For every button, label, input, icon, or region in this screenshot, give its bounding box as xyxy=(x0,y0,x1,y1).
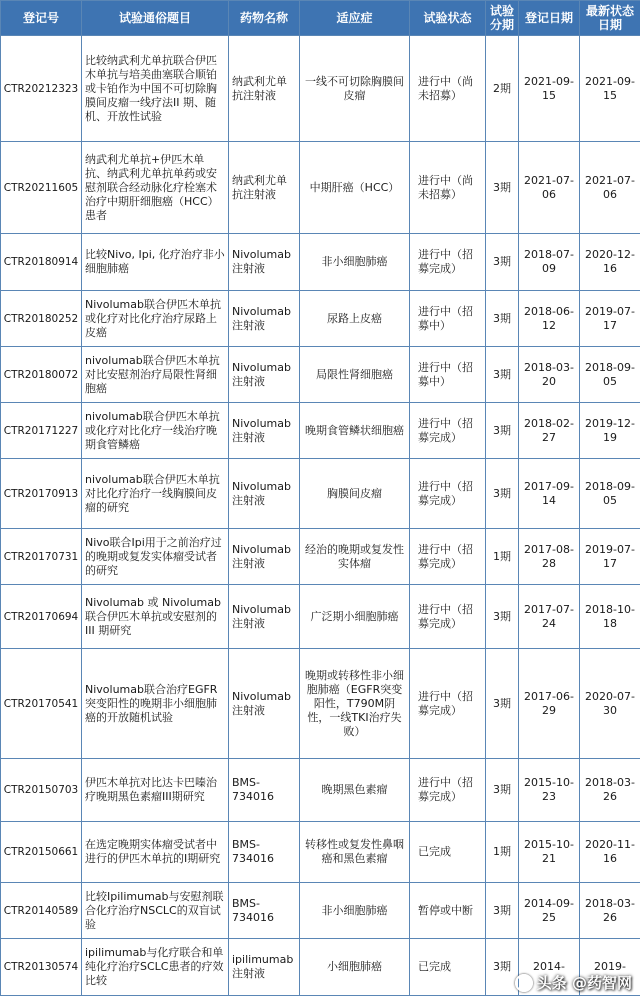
cell-phase: 3期 xyxy=(486,585,519,649)
cell-title: Nivolumab联合伊匹木单抗或化疗对比化疗治疗尿路上皮癌 xyxy=(82,291,229,347)
table-row xyxy=(1,883,640,939)
cell-phase: 3期 xyxy=(486,403,519,459)
cell-status: 进行中（招募中） xyxy=(410,347,486,403)
cell-status: 进行中（招募完成） xyxy=(410,585,486,649)
cell-drug: Nivolumab注射液 xyxy=(229,529,300,585)
cell-status: 进行中（尚未招募） xyxy=(410,36,486,142)
cell-id: CTR20170913 xyxy=(1,459,82,529)
table-row xyxy=(1,291,640,347)
cell-reg-date: 2018-06-12 xyxy=(519,291,580,347)
cell-latest-date: 2018-10-18 xyxy=(580,585,640,649)
cell-reg-date: 2017-07-24 xyxy=(519,585,580,649)
table-row xyxy=(1,234,640,291)
cell-indication: 非小细胞肺癌 xyxy=(300,883,410,939)
cell-title: 比较Nivo, Ipi, 化疗治疗非小细胞肺癌 xyxy=(82,234,229,291)
cell-drug: Nivolumab注射液 xyxy=(229,347,300,403)
cell-id: CTR20170731 xyxy=(1,529,82,585)
cell-id: CTR20170541 xyxy=(1,649,82,759)
cell-latest-date: 2021-09-15 xyxy=(580,36,640,142)
table-row xyxy=(1,403,640,459)
table-row xyxy=(1,585,640,649)
watermark xyxy=(515,972,632,993)
cell-status: 暂停或中断 xyxy=(410,883,486,939)
table-row xyxy=(1,529,640,585)
cell-reg-date: 2018-02-27 xyxy=(519,403,580,459)
cell-phase: 1期 xyxy=(486,822,519,883)
cell-drug: BMS-734016 xyxy=(229,759,300,822)
cell-phase: 3期 xyxy=(486,939,519,996)
table-row xyxy=(1,759,640,822)
cell-title: nivolumab联合伊匹木单抗对比化疗治疗一线胸膜间皮瘤的研究 xyxy=(82,459,229,529)
cell-latest-date: 2018-09-05 xyxy=(580,459,640,529)
table-body xyxy=(1,36,640,996)
cell-status: 进行中（招募完成） xyxy=(410,403,486,459)
cell-drug: 纳武利尤单抗注射液 xyxy=(229,36,300,142)
cell-id: CTR20211605 xyxy=(1,142,82,234)
cell-indication: 局限性肾细胞癌 xyxy=(300,347,410,403)
cell-phase: 3期 xyxy=(486,883,519,939)
cell-phase: 3期 xyxy=(486,234,519,291)
cell-latest-date: 2019- xyxy=(580,939,640,996)
cell-latest-date: 2021-07-06 xyxy=(580,142,640,234)
cell-title: nivolumab联合伊匹木单抗对比安慰剂治疗局限性肾细胞癌 xyxy=(82,347,229,403)
cell-id: CTR20140589 xyxy=(1,883,82,939)
cell-latest-date: 2019-07-17 xyxy=(580,529,640,585)
cell-phase: 2期 xyxy=(486,36,519,142)
cell-id: CTR20180252 xyxy=(1,291,82,347)
header-latest-date: 最新状态日期 xyxy=(580,1,640,36)
cell-title: 比较纳武利尤单抗联合伊匹木单抗与培美曲塞联合顺铂或卡铂作为中国不可切除胸膜间皮瘤一线疗法II 期、随机、开放性试验 xyxy=(82,36,229,142)
cell-title: 比较Ipilimumab与安慰剂联合化疗治疗NSCLC的双盲试验 xyxy=(82,883,229,939)
cell-status: 已完成 xyxy=(410,939,486,996)
cell-title: nivolumab联合伊匹木单抗或化疗对比化疗一线治疗晚期食管鳞癌 xyxy=(82,403,229,459)
cell-id: CTR20150661 xyxy=(1,822,82,883)
cell-phase: 3期 xyxy=(486,347,519,403)
cell-drug: Nivolumab注射液 xyxy=(229,459,300,529)
cell-indication: 胸膜间皮瘤 xyxy=(300,459,410,529)
cell-status: 进行中（招募完成） xyxy=(410,649,486,759)
header-drug: 药物名称 xyxy=(229,1,300,36)
cell-reg-date: 2021-09-15 xyxy=(519,36,580,142)
cell-status: 进行中（招募中） xyxy=(410,291,486,347)
cell-latest-date: 2020-07-30 xyxy=(580,649,640,759)
cell-indication: 晚期食管鳞状细胞癌 xyxy=(300,403,410,459)
cell-reg-date: 2017-06-29 xyxy=(519,649,580,759)
cell-indication: 小细胞肺癌 xyxy=(300,939,410,996)
cell-latest-date: 2020-11-16 xyxy=(580,822,640,883)
circle-logo-icon xyxy=(515,974,533,992)
cell-latest-date: 2020-12-16 xyxy=(580,234,640,291)
header-id: 登记号 xyxy=(1,1,82,36)
header-title: 试验通俗题目 xyxy=(82,1,229,36)
cell-reg-date: 2018-07-09 xyxy=(519,234,580,291)
cell-title: Nivolumab联合治疗EGFR突变阳性的晚期非小细胞肺癌的开放随机试验 xyxy=(82,649,229,759)
cell-status: 进行中（招募完成） xyxy=(410,459,486,529)
table-row xyxy=(1,347,640,403)
table-row xyxy=(1,822,640,883)
cell-indication: 广泛期小细胞肺癌 xyxy=(300,585,410,649)
table-row xyxy=(1,649,640,759)
cell-id: CTR20150703 xyxy=(1,759,82,822)
cell-status: 进行中（招募完成） xyxy=(410,759,486,822)
header-row xyxy=(1,1,640,36)
cell-phase: 3期 xyxy=(486,459,519,529)
cell-indication: 经治的晚期或复发性实体瘤 xyxy=(300,529,410,585)
cell-drug: BMS-734016 xyxy=(229,822,300,883)
cell-indication: 尿路上皮癌 xyxy=(300,291,410,347)
cell-reg-date: 2014-09-25 xyxy=(519,883,580,939)
cell-phase: 3期 xyxy=(486,142,519,234)
cell-drug: Nivolumab注射液 xyxy=(229,291,300,347)
cell-latest-date: 2019-07-17 xyxy=(580,291,640,347)
cell-status: 已完成 xyxy=(410,822,486,883)
cell-reg-date: 2017-09-14 xyxy=(519,459,580,529)
cell-reg-date: 2018-03-20 xyxy=(519,347,580,403)
cell-id: CTR20180072 xyxy=(1,347,82,403)
cell-title: 在选定晚期实体瘤受试者中进行的伊匹木单抗的I期研究 xyxy=(82,822,229,883)
cell-indication: 一线不可切除胸膜间皮瘤 xyxy=(300,36,410,142)
cell-indication: 晚期黑色素瘤 xyxy=(300,759,410,822)
cell-phase: 3期 xyxy=(486,649,519,759)
cell-drug: Nivolumab注射液 xyxy=(229,649,300,759)
cell-reg-date: 2015-10-23 xyxy=(519,759,580,822)
cell-id: CTR20212323 xyxy=(1,36,82,142)
cell-reg-date: 2021-07-06 xyxy=(519,142,580,234)
cell-drug: BMS-734016 xyxy=(229,883,300,939)
cell-latest-date: 2018-09-05 xyxy=(580,347,640,403)
cell-reg-date: 2014- xyxy=(519,939,580,996)
cell-drug: Nivolumab注射液 xyxy=(229,234,300,291)
watermark-text: 头条 @药智网 xyxy=(536,974,632,992)
cell-indication: 转移性或复发性鼻咽癌和黑色素瘤 xyxy=(300,822,410,883)
table-row xyxy=(1,459,640,529)
cell-id: CTR20130574 xyxy=(1,939,82,996)
cell-drug: Nivolumab注射液 xyxy=(229,403,300,459)
cell-latest-date: 2018-03-26 xyxy=(580,759,640,822)
cell-reg-date: 2015-10-21 xyxy=(519,822,580,883)
cell-latest-date: 2019-12-19 xyxy=(580,403,640,459)
cell-title: Nivolumab 或 Nivolumab 联合伊匹木单抗或安慰剂的III 期研究 xyxy=(82,585,229,649)
cell-title: 伊匹木单抗对比达卡巴嗪治疗晚期黑色素瘤III期研究 xyxy=(82,759,229,822)
cell-drug: ipilimumab注射液 xyxy=(229,939,300,996)
cell-phase: 3期 xyxy=(486,759,519,822)
cell-status: 进行中（招募完成） xyxy=(410,529,486,585)
cell-title: ipilimumab与化疗联合和单纯化疗治疗SCLC患者的疗效比较 xyxy=(82,939,229,996)
header-status: 试验状态 xyxy=(410,1,486,36)
cell-drug: Nivolumab注射液 xyxy=(229,585,300,649)
cell-reg-date: 2017-08-28 xyxy=(519,529,580,585)
cell-title: Nivo联合Ipi用于之前治疗过的晚期或复发实体瘤受试者的研究 xyxy=(82,529,229,585)
header-reg-date: 登记日期 xyxy=(519,1,580,36)
header-indication: 适应症 xyxy=(300,1,410,36)
cell-indication: 非小细胞肺癌 xyxy=(300,234,410,291)
cell-latest-date: 2018-03-26 xyxy=(580,883,640,939)
cell-phase: 1期 xyxy=(486,529,519,585)
cell-indication: 中期肝癌（HCC） xyxy=(300,142,410,234)
cell-status: 进行中（尚未招募） xyxy=(410,142,486,234)
table-row xyxy=(1,142,640,234)
cell-title: 纳武利尤单抗+伊匹木单抗、纳武利尤单抗单药或安慰剂联合经动脉化疗栓塞术治疗中期肝细胞癌（HCC）患者 xyxy=(82,142,229,234)
table-row xyxy=(1,36,640,142)
cell-id: CTR20171227 xyxy=(1,403,82,459)
cell-status: 进行中（招募完成） xyxy=(410,234,486,291)
cell-drug: 纳武利尤单抗注射液 xyxy=(229,142,300,234)
header-phase: 试验分期 xyxy=(486,1,519,36)
cell-id: CTR20180914 xyxy=(1,234,82,291)
cell-id: CTR20170694 xyxy=(1,585,82,649)
cell-phase: 3期 xyxy=(486,291,519,347)
cell-indication: 晚期或转移性非小细胞肺癌（EGFR突变阳性，T790M阴性，一线TKI治疗失败） xyxy=(300,649,410,759)
